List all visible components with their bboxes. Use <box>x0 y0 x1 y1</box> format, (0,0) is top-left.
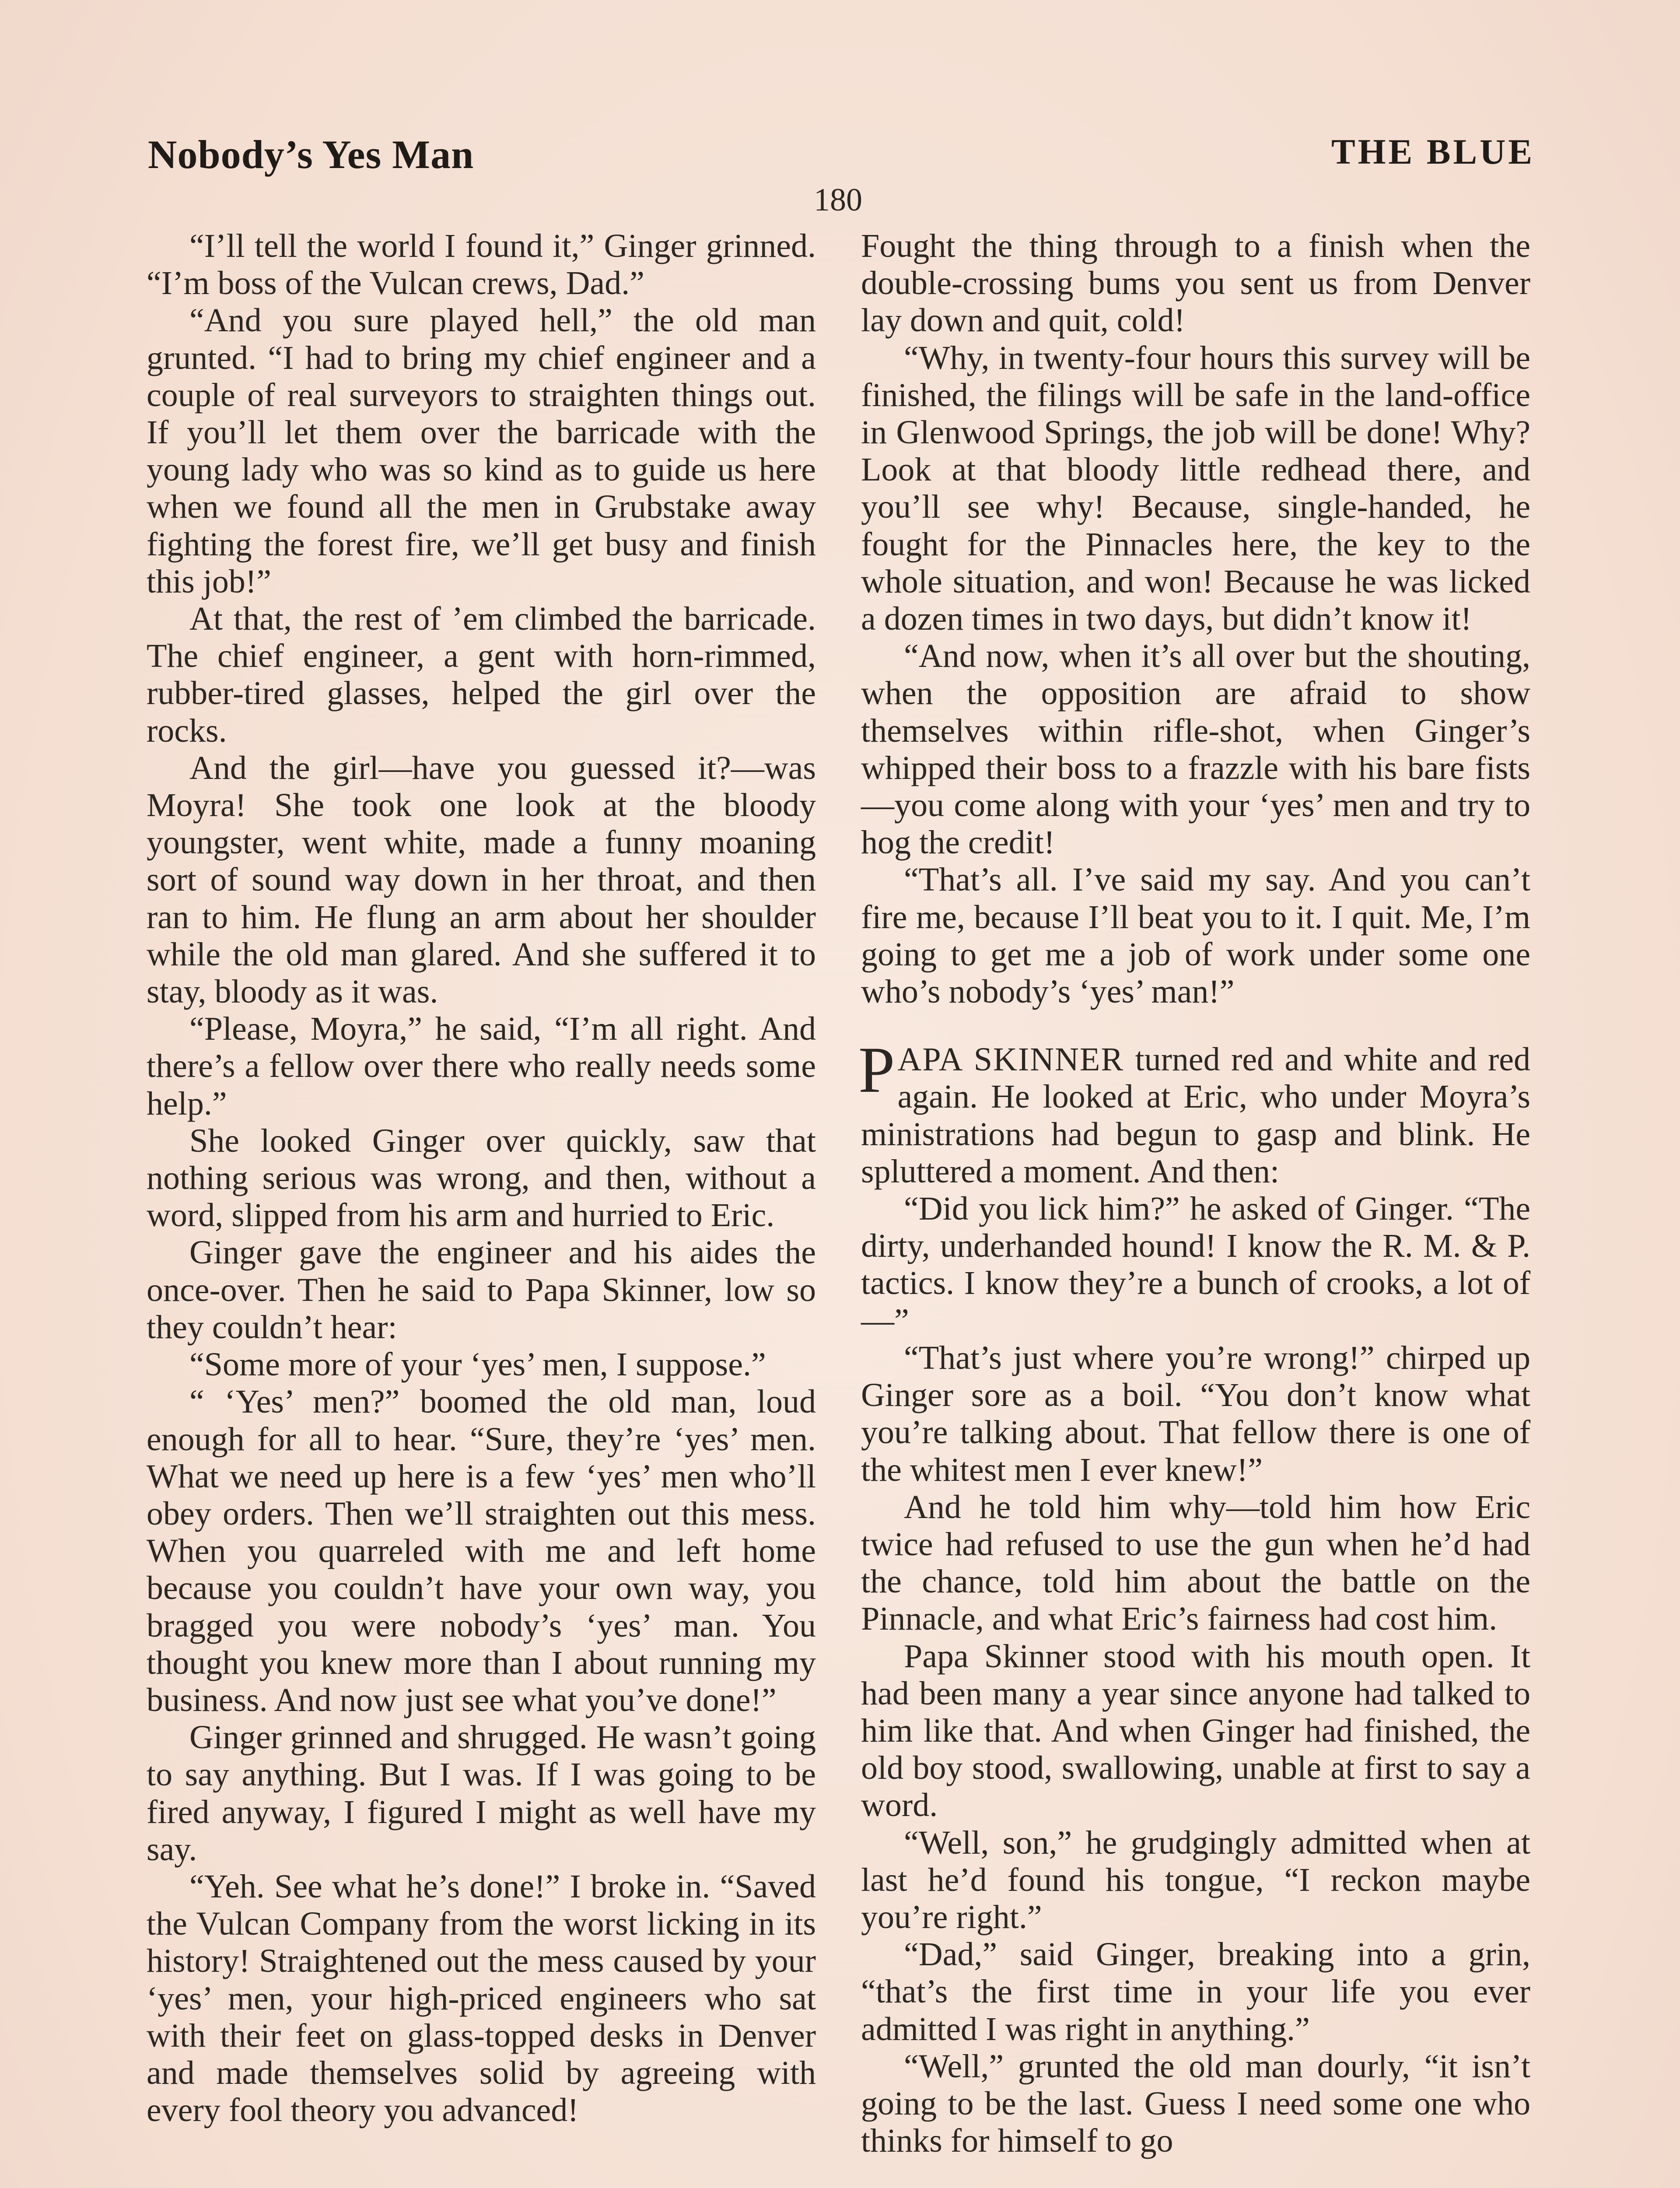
paragraph: “Well, son,” he grudgingly admitted when at last he’d found his tongue, “I reckon maybe you’re right.” <box>861 1824 1530 1936</box>
paragraph: Ginger grinned and shrugged. He wasn’t going to say anything. But I was. If I was going to be fired anyway, I figured I might as well have my say. <box>147 1719 816 1868</box>
right-column <box>858 228 1530 2160</box>
paragraph: She looked Ginger over quickly, saw that nothing serious was wrong, and then, without a word, slipped from his arm and hurried to Eric. <box>147 1122 816 1234</box>
lead-caps: APA SKINNER <box>897 1041 1124 1078</box>
left-column <box>147 228 816 2129</box>
paragraph: “Why, in twenty-four hours this survey will be finished, the filings will be safe in the land-office in Glenwood Springs, the job will be done! Why? Look at that bloody little redhead there, and you’ll see why! Because, single-handed, he fought for the Pinnacles here, the key to the whole situation, and won! Because he was licked a dozen times in two days, but didn’t know it! <box>861 339 1530 638</box>
paragraph: “Did you lick him?” he asked of Ginger. “The dirty, underhanded hound! I know the R. M. & P. tactics. I know they’re a bunch of crooks, a lot of—” <box>861 1190 1530 1339</box>
drop-cap: P <box>858 1034 895 1107</box>
paragraph: “Some more of your ‘yes’ men, I suppose.” <box>189 1346 766 1383</box>
paragraph: “And now, when it’s all over but the shouting, when the opposition are afraid to show themselves within rifle-shot, when Ginger’s whipped their boss to a frazzle with his bare fists—you come along with your ‘yes’ men and try to hog the credit! <box>861 638 1530 861</box>
story-title: Nobody’s Yes Man <box>148 132 474 177</box>
paragraph: “ ‘Yes’ men?” boomed the old man, loud enough for all to hear. “Sure, they’re ‘yes’ men. What we need up here is a few ‘yes’ men who’ll obey orders. Then we’ll straighten out this mess. When you quarreled with me and left home because you couldn’t have your own way, you bragged you were nobody’s ‘yes’ man. You thought you knew more than I about running my business. And now just see what you’ve done!” <box>147 1383 816 1718</box>
paragraph: “Well,” grunted the old man dourly, “it isn’t going to be the last. Guess I need some one who thinks for himself to go <box>861 2048 1530 2160</box>
paragraph: And he told him why—told him how Eric twice had refused to use the gun when he’d had the chance, told him about the battle on the Pinnacle, and what Eric’s fairness had cost him. <box>861 1488 1530 1637</box>
paragraph: “Yeh. See what he’s done!” I broke in. “Saved the Vulcan Company from the worst licking in its history! Straightened out the mess caused by your ‘yes’ men, your high-priced engineers who sat with their feet on glass-topped desks in Denver and made themselves solid by agreeing with every fool theory you advanced! <box>147 1868 816 2129</box>
paragraph: Ginger gave the engineer and his aides the once-over. Then he said to Papa Skinner, low so they couldn’t hear: <box>147 1234 816 1346</box>
section-opening-paragraph <box>858 1034 1530 1190</box>
section-opening-text: turned red and white and red again. He looked at Eric, who under Moyra’s ministrations had begun to gasp and blink. He spluttered a moment. And then: <box>861 1041 1530 1190</box>
paragraph: “Dad,” said Ginger, breaking into a grin, “that’s the first time in your life you ever admitted I was right in anything.” <box>861 1936 1530 2048</box>
paragraph: Papa Skinner stood with his mouth open. It had been many a year since anyone had talked to him like that. And when Ginger had finished, the old boy stood, swallowing, unable at first to say a word. <box>861 1637 1530 1824</box>
paragraph: “And you sure played hell,” the old man grunted. “I had to bring my chief engineer and a couple of real surveyors to straighten things out. If you’ll let them over the barricade with the young lady who was so kind as to guide us here when we found all the men in Grubstake away fighting the forest fire, we’ll get busy and finish this job!” <box>147 302 816 600</box>
paragraph: “That’s just where you’re wrong!” chirped up Ginger sore as a boil. “You don’t know what you’re talking about. That fellow there is one of the whitest men I ever knew!” <box>861 1339 1530 1488</box>
page-number: 180 <box>814 182 862 218</box>
paragraph: And the girl—have you guessed it?—was Moyra! She took one look at the bloody youngster, went white, made a funny moaning sort of sound way down in her throat, and then ran to him. He flung an arm about her shoulder while the old man glared. And she suffered it to stay, bloody as it was. <box>147 749 816 1010</box>
paragraph: “I’ll tell the world I found it,” Ginger grinned. “I’m boss of the Vulcan crews, Dad.” <box>147 228 816 302</box>
paragraph: At that, the rest of ’em climbed the barricade. The chief engineer, a gent with horn-rimmed, rubber-tired glasses, helped the girl over the rocks. <box>147 600 816 749</box>
paragraph: “Please, Moyra,” he said, “I’m all right. And there’s a fellow over there who really needs some help.” <box>147 1010 816 1122</box>
paragraph: “That’s all. I’ve said my say. And you can’t fire me, because I’ll beat you to it. I quit. Me, I’m going to get me a job of work under some one who’s nobody’s ‘yes’ man!” <box>861 861 1530 1010</box>
section-title: THE BLUE <box>1331 132 1535 172</box>
paragraph: Fought the thing through to a finish when the double-crossing bums you sent us from Denver lay down and quit, cold! <box>861 228 1530 339</box>
